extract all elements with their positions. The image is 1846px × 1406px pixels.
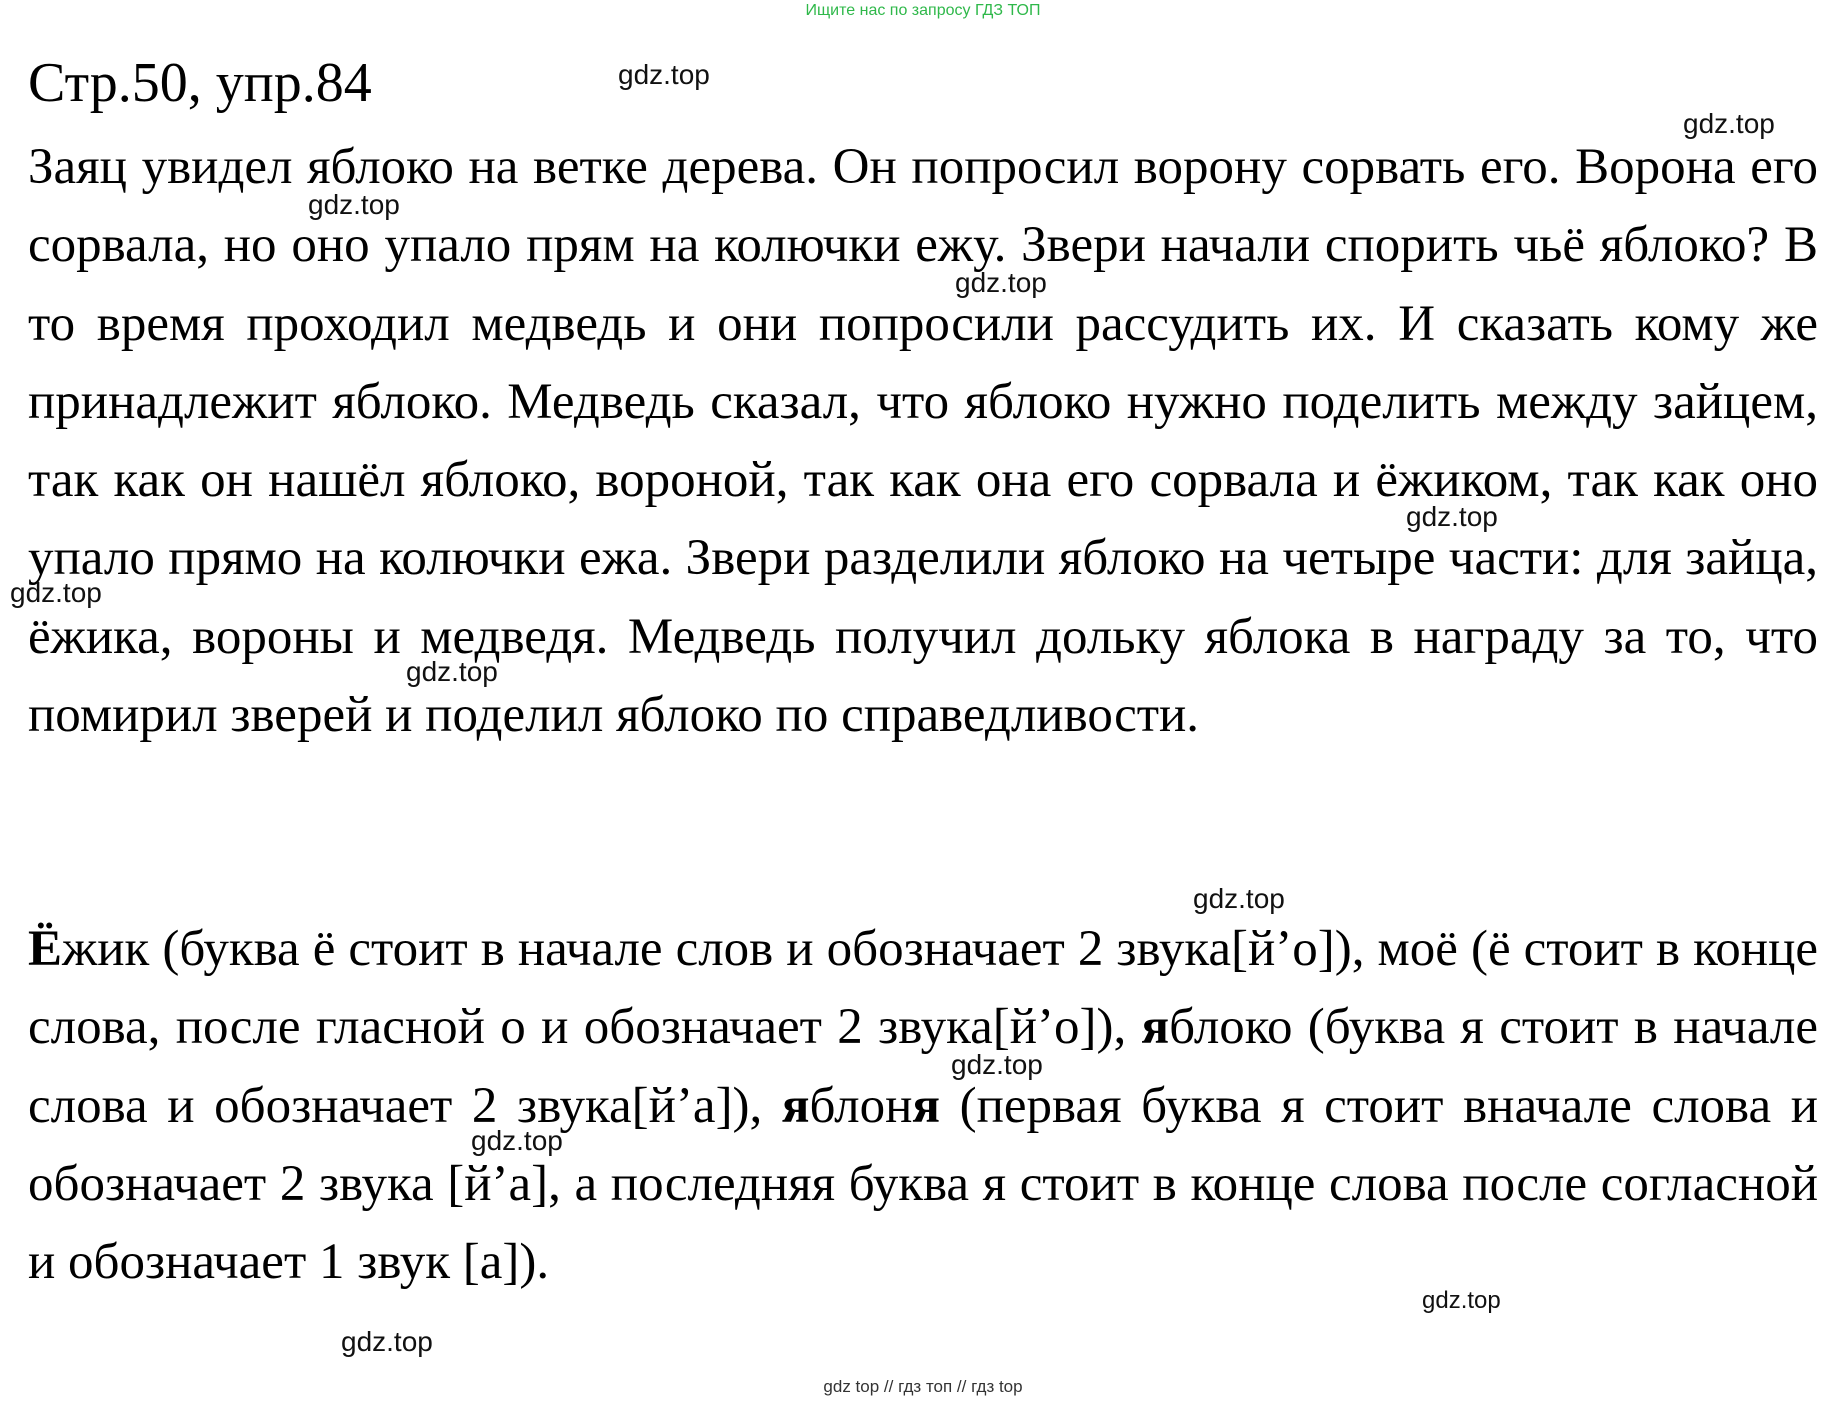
- bold-letter: я: [1141, 999, 1170, 1056]
- watermark: gdz.top: [341, 1326, 433, 1357]
- watermark: gdz.top: [406, 656, 498, 687]
- watermark: gdz.top: [308, 189, 400, 220]
- letters-paragraph: [28, 910, 1818, 1301]
- text-run: жик (буква ё стоит в начале слов и обозначает 2 звука[й’о]), моё (ё стоит в конце слова, после гласной о и обозначает 2 звука[й’о]),: [28, 921, 1818, 1056]
- watermark: gdz.top: [10, 577, 102, 608]
- text-run: блон: [809, 1077, 913, 1134]
- watermark: gdz.top: [1193, 883, 1285, 914]
- watermark: gdz.top: [1406, 501, 1498, 532]
- bold-letter: я: [912, 1077, 940, 1134]
- bold-letter: Ё: [28, 921, 63, 977]
- text-run: блоко (буква я стоит в начале слова и обозначает 2 звука[й’а]),: [28, 999, 1818, 1134]
- page-title: Стр.50, упр.84: [28, 52, 372, 114]
- footer: gdz top // гдз топ // гдз top: [823, 1377, 1023, 1396]
- top-banner: Ищите нас по запросу ГДЗ ТОП: [805, 2, 1041, 19]
- watermark: gdz.top: [1422, 1287, 1501, 1314]
- watermark: gdz.top: [951, 1049, 1043, 1080]
- watermark: gdz.top: [955, 267, 1047, 298]
- watermark: gdz.top: [618, 59, 710, 90]
- watermark: gdz.top: [471, 1125, 563, 1156]
- story-paragraph: Заяц увидел яблоко на ветке дерева. Он попросил ворону сорвать его. Ворона его сорвала, но оно упало прям на колючки ежу. Звери начали спорить чьё яблоко? В то время проходил медведь и они попросили рассудить их. И сказать кому же принадлежит яблоко. Медведь сказал, что яблоко нужно поделить между зайцем, так как он нашёл яблоко, вороной, так как она его сорвала и ёжиком, так как оно упало прямо на колючки ежа. Звери разделили яблоко на четыре части: для зайца, ёжика, вороны и медведя. Медведь получил дольку яблока в награду за то, что помирил зверей и поделил яблоко по справедливости.: [28, 139, 1818, 744]
- watermark: gdz.top: [1683, 108, 1775, 139]
- text-run: (первая буква я стоит вначале слова и обозначает 2 звука [й’а], а последняя буква я стоит в конце слова после согласной и обозначает 1 звук [а]).: [28, 1077, 1818, 1291]
- bold-letter: я: [781, 1077, 810, 1134]
